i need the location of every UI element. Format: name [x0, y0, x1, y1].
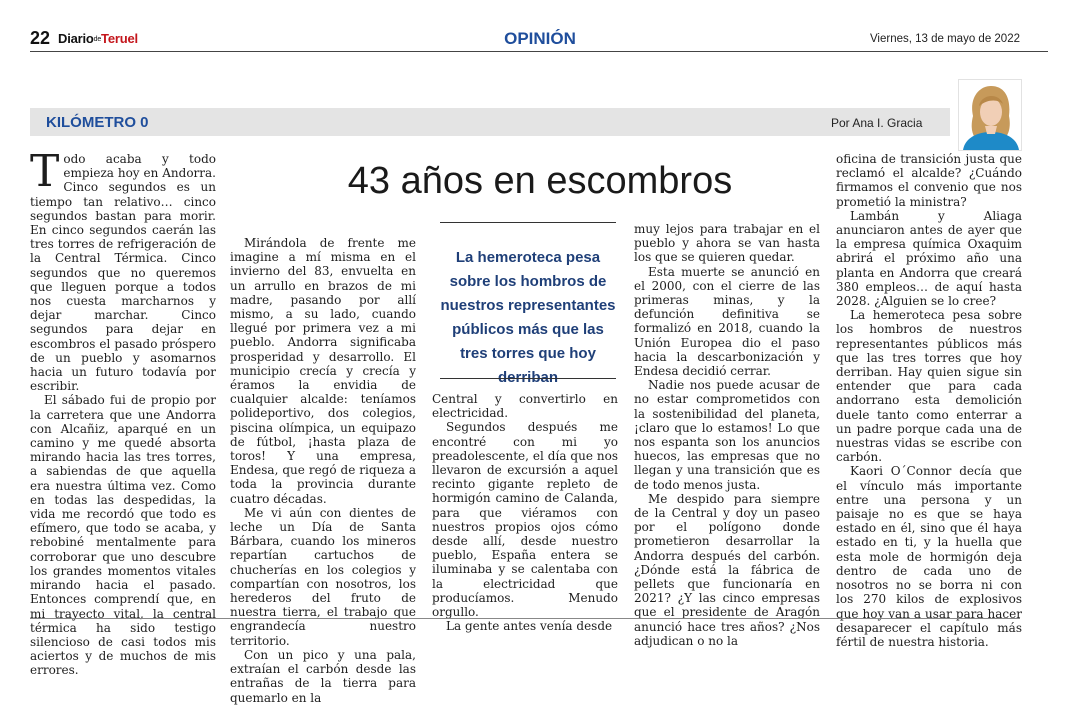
paragraph: Central y convertirlo en electricidad.: [432, 392, 618, 421]
paragraph: Lambán y Aliaga anunciaron antes de ayer que la empresa química Oxaquim abrirá el próximo año una planta en Andorra que creará 380 empleos… de aquí hasta 2028. ¿Alguien se lo cree?: [836, 208, 1022, 309]
paragraph: Me vi aún con dientes de leche un Día de Santa Bárbara, cuando los mineros repartían cartuchos de chucherías en los colegios y compartían con nosotros, los herederos del fruto de nuestra tierra, el trabajo que engrandecía nuestro territorio.: [230, 505, 416, 648]
issue-date: Viernes, 13 de mayo de 2022: [869, 33, 1020, 45]
footer-rule: [30, 618, 1020, 619]
paragraph: muy lejos para trabajar en el pueblo y ahora se van hasta los que se quieren quedar.: [634, 222, 820, 265]
paragraph: oficina de transición justa que reclamó el alcalde? ¿Cuándo firmamos el convenio que nos prometió la ministra?: [836, 152, 1022, 209]
header-rule: [30, 51, 1048, 52]
body-column-2: [230, 236, 416, 705]
article-headline: 43 años en escombros: [347, 160, 733, 202]
masthead-teruel: Teruel: [101, 31, 138, 46]
author-portrait-icon: [959, 80, 1021, 150]
author-byline: Por Ana I. Gracia: [831, 116, 923, 130]
drop-cap: T: [30, 146, 60, 197]
paragraph: Me despido para siempre de la Central y doy un paseo por el polígono donde prometieron desarrollar la Andorra después del carbón. ¿Dónde está la fábrica de pellets que funcionaría en 2021? ¿Y las cinco empresas que el presidente de Aragón anunció hace tres años? ¿Nos adjudican o no la: [634, 491, 820, 648]
page-number: 22: [30, 28, 51, 48]
paragraph: Segundos después me encontré con mi yo preadolescente, el día que nos llevaron de excursión a aquel recinto gigante repleto de hormigón camino de Calanda, para que viéramos con nuestros propios ojos cómo desde allí, desde nuestro pueblo, España entera se iluminaba y se calentaba con la electricidad que producíamos. Menudo orgullo.: [432, 420, 618, 620]
column-banner: [30, 108, 950, 136]
body-column-4: [634, 222, 820, 648]
pull-quote: La hemeroteca pesa sobre los hombros de nuestros representantes públicos más que las tres torres que hoy derriban: [440, 249, 616, 386]
pullquote-rule-top: [440, 222, 616, 223]
paragraph: La gente antes venía desde: [446, 619, 613, 634]
paragraph: [30, 146, 216, 394]
pullquote-rule-bottom: [440, 378, 616, 379]
paragraph: Mirándola de frente me imagine a mí misma en el invierno del 83, envuelta en un arrullo en brazos de mi madre, pasando por allí mismo, a su lado, cuando llegué por primera vez a mi pueblo. Andorra significaba prosperidad y desarrollo. El municipio crecía y crecía y éramos la envidia de cualquier alcalde: teníamos polideportivo, dos colegios, piscina olímpica, un equipazo de fútbol, ¡hasta plaza de toros! Y una empresa, Endesa, que regó de riqueza a toda la provincia durante cuatro décadas.: [230, 236, 416, 506]
paragraph: Kaori O´Connor decía que el vínculo más importante entre una persona y un paisaje no es que se haya estado en él, sino que él haya estado en ti, y la huella que esta mole de hormigón deja dentro de cada uno de nosotros no se borra ni con los 270 kilos de explosivos que hoy van a usar para hacer desaparecer el capítulo más fértil de nuestra historia.: [836, 464, 1022, 649]
paragraph: Nadie nos puede acusar de no estar comprometidos con la sostenibilidad del planeta, ¡claro que lo estamos! Lo que nos espanta son los anuncios huecos, las empresas que no llegan y una transición que es de todo menos justa.: [634, 378, 820, 492]
paragraph: Esta muerte se anunció en el 2000, con el cierre de las primeras minas, y la defunción definitiva se formalizó en 2018, cuando la Unión Europea dio el paso hacia la descarbonización y Endesa decidió cerrar.: [634, 264, 820, 379]
paragraph: La hemeroteca pesa sobre los hombros de nuestros representantes públicos más que las tres torres que hoy derriban. Hay quien sigue sin entender que para cada andorrano esta demolición duele tanto como enterrar a un padre porque cada una de nuestras vidas se escribe con carbón.: [836, 308, 1022, 465]
body-column-5: [836, 152, 1022, 649]
masthead-de: de: [93, 36, 102, 44]
paragraph-text: odo acaba y todo empieza hoy en Andorra. Cinco segundos es un tiempo tan relativo… cinco segundos bastan para morir. En cinco segundos caerán las tres torres de refrigeración de la Central Térmica. Cinco segundos que no queremos que lleguen porque a todos nos cuesta marcharnos y dejar marchar. Cinco segundos para dejar en escombros el pasado próspero de un pueblo y asomarnos hacia un futuro todavía por escribir.: [30, 152, 216, 394]
masthead-diario: Diario: [58, 31, 94, 46]
body-column-1: [30, 146, 216, 678]
column-kicker: KILÓMETRO 0: [46, 114, 149, 131]
paragraph: El sábado fui de propio por la carretera que une Andorra con Alcañiz, aparqué en un camino y me quedé absorta mirando hacia las tres torres, a sabiendas de que aquella era nuestra última vez. Como en todas las despedidas, la vida me recordó que todo es efímero, que todo se acaba, y rebobiné mentalmente para corroborar que uno descubre los grandes momentos vitales mirando hacia el pasado. Entonces comprendí que, en mi trayecto vital, la central térmica ha sido testigo silencioso de casi todos mis aciertos y de muchos de mis errores.: [30, 393, 216, 678]
body-column-3: [432, 392, 618, 633]
section-title: OPINIÓN: [504, 29, 576, 48]
paragraph: Con un pico y una pala, extraían el carbón desde las entrañas de la tierra para quemarlo en la: [230, 647, 416, 705]
author-photo: [958, 79, 1022, 151]
